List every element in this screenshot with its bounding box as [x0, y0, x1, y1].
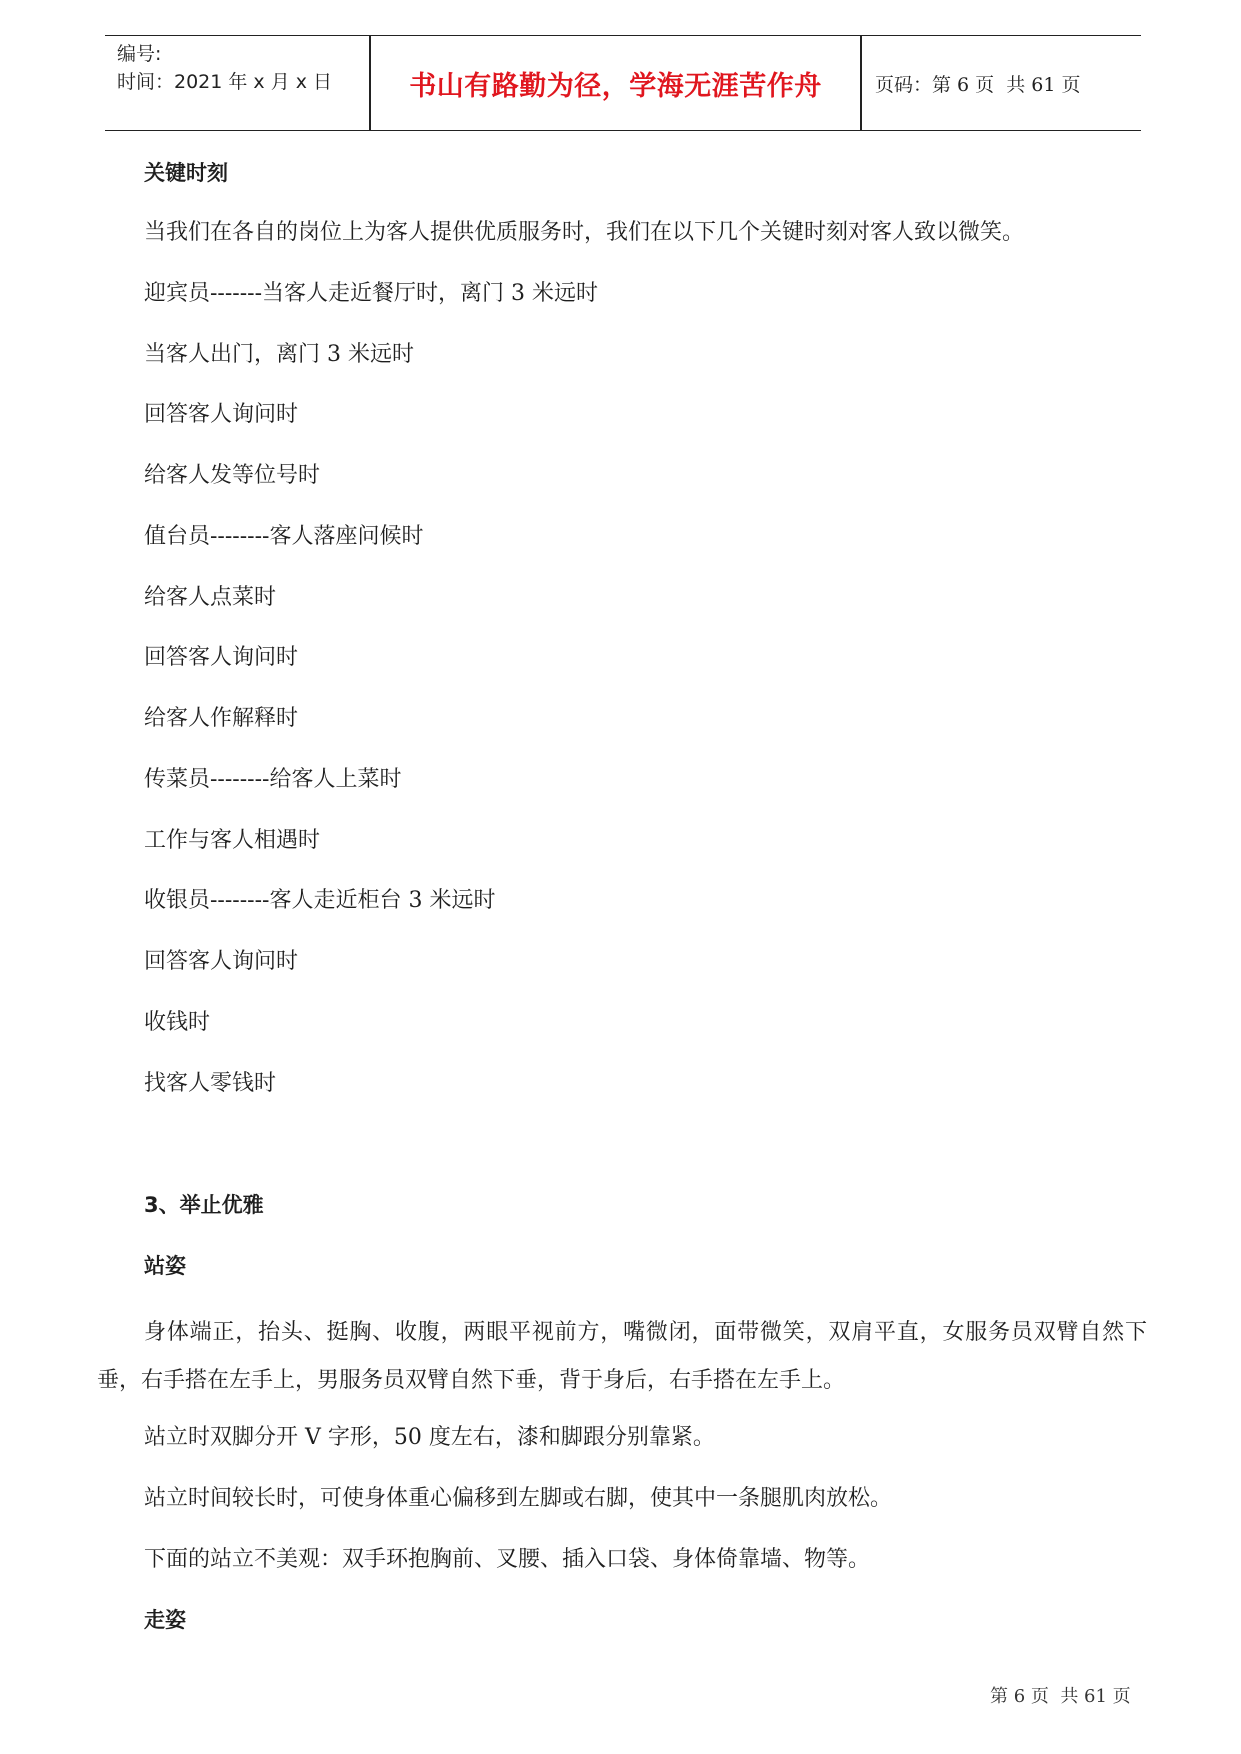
header-meta [117, 40, 357, 96]
standing-paragraph: 身体端正，抬头、挺胸、收腹，两眼平视前方，嘴微闭，面带微笑，双肩平直，女服务员双臂自然下垂，右手搭在左手上，男服务员双臂自然下垂，背于身后，右手搭在左手上。 [97, 1320, 1147, 1393]
list-item: 当客人出门，离门 3 米远时 [144, 342, 414, 367]
list-item: 找客人零钱时 [144, 1071, 277, 1096]
page-header [105, 35, 1141, 131]
list-item: 给客人发等位号时 [144, 463, 321, 488]
list-item: 给客人点菜时 [144, 585, 277, 610]
page-footer: 第 6 页 共 61 页 [990, 1686, 1131, 1707]
list-item: 收钱时 [144, 1010, 211, 1035]
heading-walking: 走姿 [144, 1608, 186, 1632]
serial-label: 编号: [117, 43, 162, 65]
list-item: 回答客人询问时 [144, 645, 299, 670]
standing-line: 站立时双脚分开 V 字形，50 度左右，漆和脚跟分别靠紧。 [144, 1425, 715, 1450]
list-item: 迎宾员-------当客人走近餐厅时，离门 3 米远时 [144, 281, 599, 306]
heading-key-moments: 关键时刻 [144, 161, 228, 185]
list-item: 值台员--------客人落座问候时 [144, 524, 424, 549]
list-item: 传菜员--------给客人上菜时 [144, 767, 402, 792]
list-item: 工作与客人相遇时 [144, 828, 321, 853]
list-item: 回答客人询问时 [144, 402, 299, 427]
header-motto: 书山有路勤为径，学海无涯苦作舟 [409, 70, 822, 102]
list-item: 回答客人询问时 [144, 949, 299, 974]
header-divider [860, 36, 862, 130]
standing-line: 站立时间较长时，可使身体重心偏移到左脚或右脚，使其中一条腿肌肉放松。 [144, 1486, 893, 1511]
header-page-number: 页码：第 6 页 共 61 页 [875, 73, 1081, 96]
list-item: 收银员--------客人走近柜台 3 米远时 [144, 888, 496, 913]
standing-line: 下面的站立不美观：双手环抱胸前、叉腰、插入口袋、身体倚靠墙、物等。 [144, 1547, 871, 1572]
time-label: 时间：2021 年 x 月 x 日 [117, 71, 333, 93]
heading-standing: 站姿 [144, 1254, 186, 1278]
section-title: 3、举止优雅 [144, 1193, 264, 1217]
list-item: 给客人作解释时 [144, 706, 299, 731]
intro-paragraph: 当我们在各自的岗位上为客人提供优质服务时，我们在以下几个关键时刻对客人致以微笑。 [144, 220, 1025, 245]
